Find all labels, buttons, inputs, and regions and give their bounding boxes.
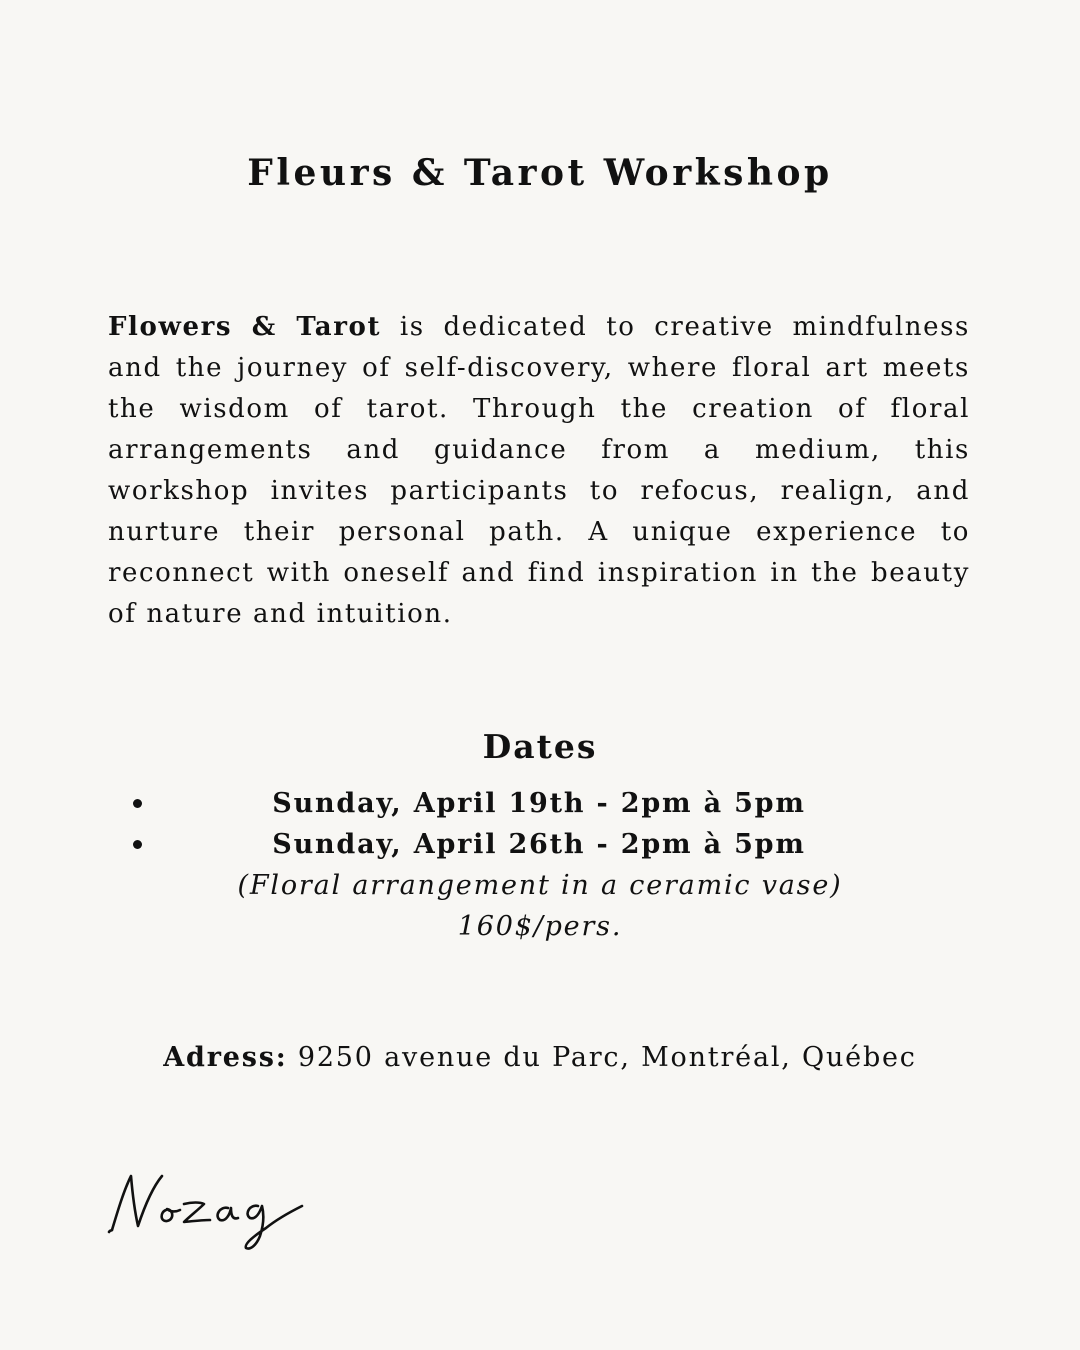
page-title: Fleurs & Tarot Workshop: [247, 152, 833, 194]
address-label: Adress:: [163, 1042, 288, 1073]
date-item-text: Sunday, April 26th - 2pm à 5pm: [272, 829, 806, 860]
address-value: 9250 avenue du Parc, Montréal, Québec: [287, 1042, 917, 1073]
bullet-icon: [133, 799, 142, 808]
intro-body: is dedicated to creative mindfulness and the journey of self-discovery, where floral art meets the wisdom of tarot. Through the creation of floral arrangements and guidance from a medium, this workshop invites participants to refocus, realign, and nurture their personal path. A unique experience to reconnect with oneself and find inspiration in the beauty of nature and intuition.: [108, 312, 971, 629]
date-item-text: Sunday, April 19th - 2pm à 5pm: [272, 788, 806, 819]
arrangement-note: (Floral arrangement in a ceramic vase): [237, 870, 843, 901]
date-item: [108, 783, 970, 824]
date-list: [108, 783, 970, 865]
intro-lead-bold: Flowers & Tarot: [108, 312, 382, 342]
address-line: [0, 1037, 1080, 1078]
handwritten-signature-icon: [104, 1158, 324, 1258]
price: 160$/pers.: [457, 911, 623, 942]
date-item: [108, 824, 970, 865]
intro-paragraph: [108, 307, 970, 635]
bullet-icon: [133, 840, 142, 849]
dates-heading: Dates: [482, 727, 598, 766]
